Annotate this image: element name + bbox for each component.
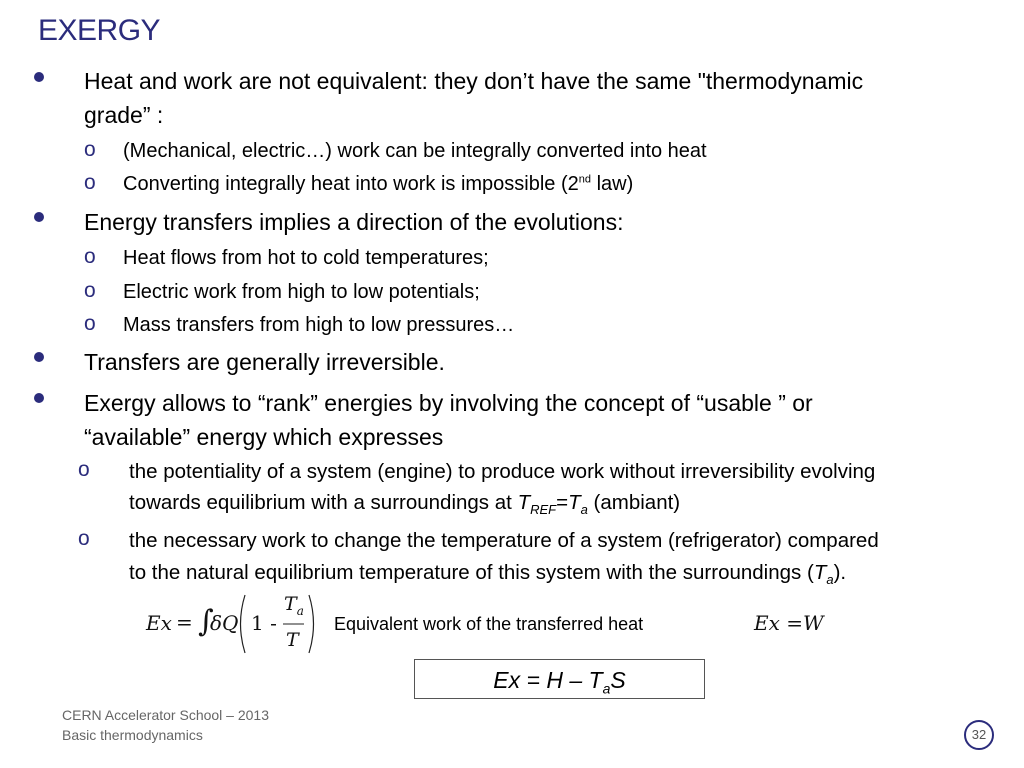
bullet-2-sub-2: Electric work from high to low potentials; xyxy=(123,281,480,303)
bullet-dot xyxy=(34,393,44,403)
bullet-4-sub-1-line-2: towards equilibrium with a surroundings at $T_{REF}=T_a$ (ambiant) xyxy=(129,491,681,518)
sub-bullet-circle: o xyxy=(84,245,96,268)
sub-bullet-circle: o xyxy=(84,312,96,335)
sub-bullet-circle: o xyxy=(84,171,96,194)
bullet-1-sub-1: (Mechanical, electric…) work can be integrally converted into heat xyxy=(123,140,707,162)
slide-title: EXERGY xyxy=(38,14,161,47)
bullet-dot xyxy=(34,212,44,222)
sub-bullet-circle: o xyxy=(84,279,96,302)
bullet-2-sub-1: Heat flows from hot to cold temperatures; xyxy=(123,247,489,269)
formula-description: Equivalent work of the transferred heat xyxy=(334,614,644,634)
bullet-2-sub-3: Mass transfers from high to low pressures… xyxy=(123,314,515,336)
bullet-1-line-2: grade” : xyxy=(84,102,164,128)
footer-line-1: CERN Accelerator School – 2013 xyxy=(62,707,269,723)
parentheses xyxy=(236,592,318,656)
bullet-4-line-1: Exergy allows to “rank” energies by involving the concept of “usable ” or xyxy=(84,390,813,416)
bullet-3-line-1: Transfers are generally irreversible. xyxy=(84,349,445,375)
sub-bullet-circle: o xyxy=(84,138,96,161)
bullet-1-line-1: Heat and work are not equivalent: they don’t have the same "thermodynamic xyxy=(84,68,864,94)
bullet-1-sub-2: Converting integrally heat into work is impossible (2nd law) xyxy=(123,173,634,195)
bullet-4-sub-2-line-2: to the natural equilibrium temperature of this system with the surroundings $(T_a)$. xyxy=(129,561,847,588)
sub-bullet-circle: o xyxy=(78,458,90,481)
footer-line-2: Basic thermodynamics xyxy=(62,727,203,743)
exergy-work-formula: Ex =W xyxy=(754,611,824,635)
bullet-dot xyxy=(34,352,44,362)
bullet-4-line-2: “available” energy which expresses xyxy=(84,424,444,450)
page-number: 32 xyxy=(964,720,994,750)
bullet-2-line-1: Energy transfers implies a direction of the evolutions: xyxy=(84,209,624,235)
bullet-4-sub-1-line-1: the potentiality of a system (engine) to produce work without irreversibility evolving xyxy=(129,460,876,483)
bullet-4-sub-2-line-1: the necessary work to change the temperature of a system (refrigerator) compared xyxy=(129,529,879,552)
bullet-dot xyxy=(34,72,44,82)
exergy-enthalpy-formula-box: $Ex = H - T_aS$ xyxy=(414,659,705,699)
sub-bullet-circle: o xyxy=(78,527,90,550)
